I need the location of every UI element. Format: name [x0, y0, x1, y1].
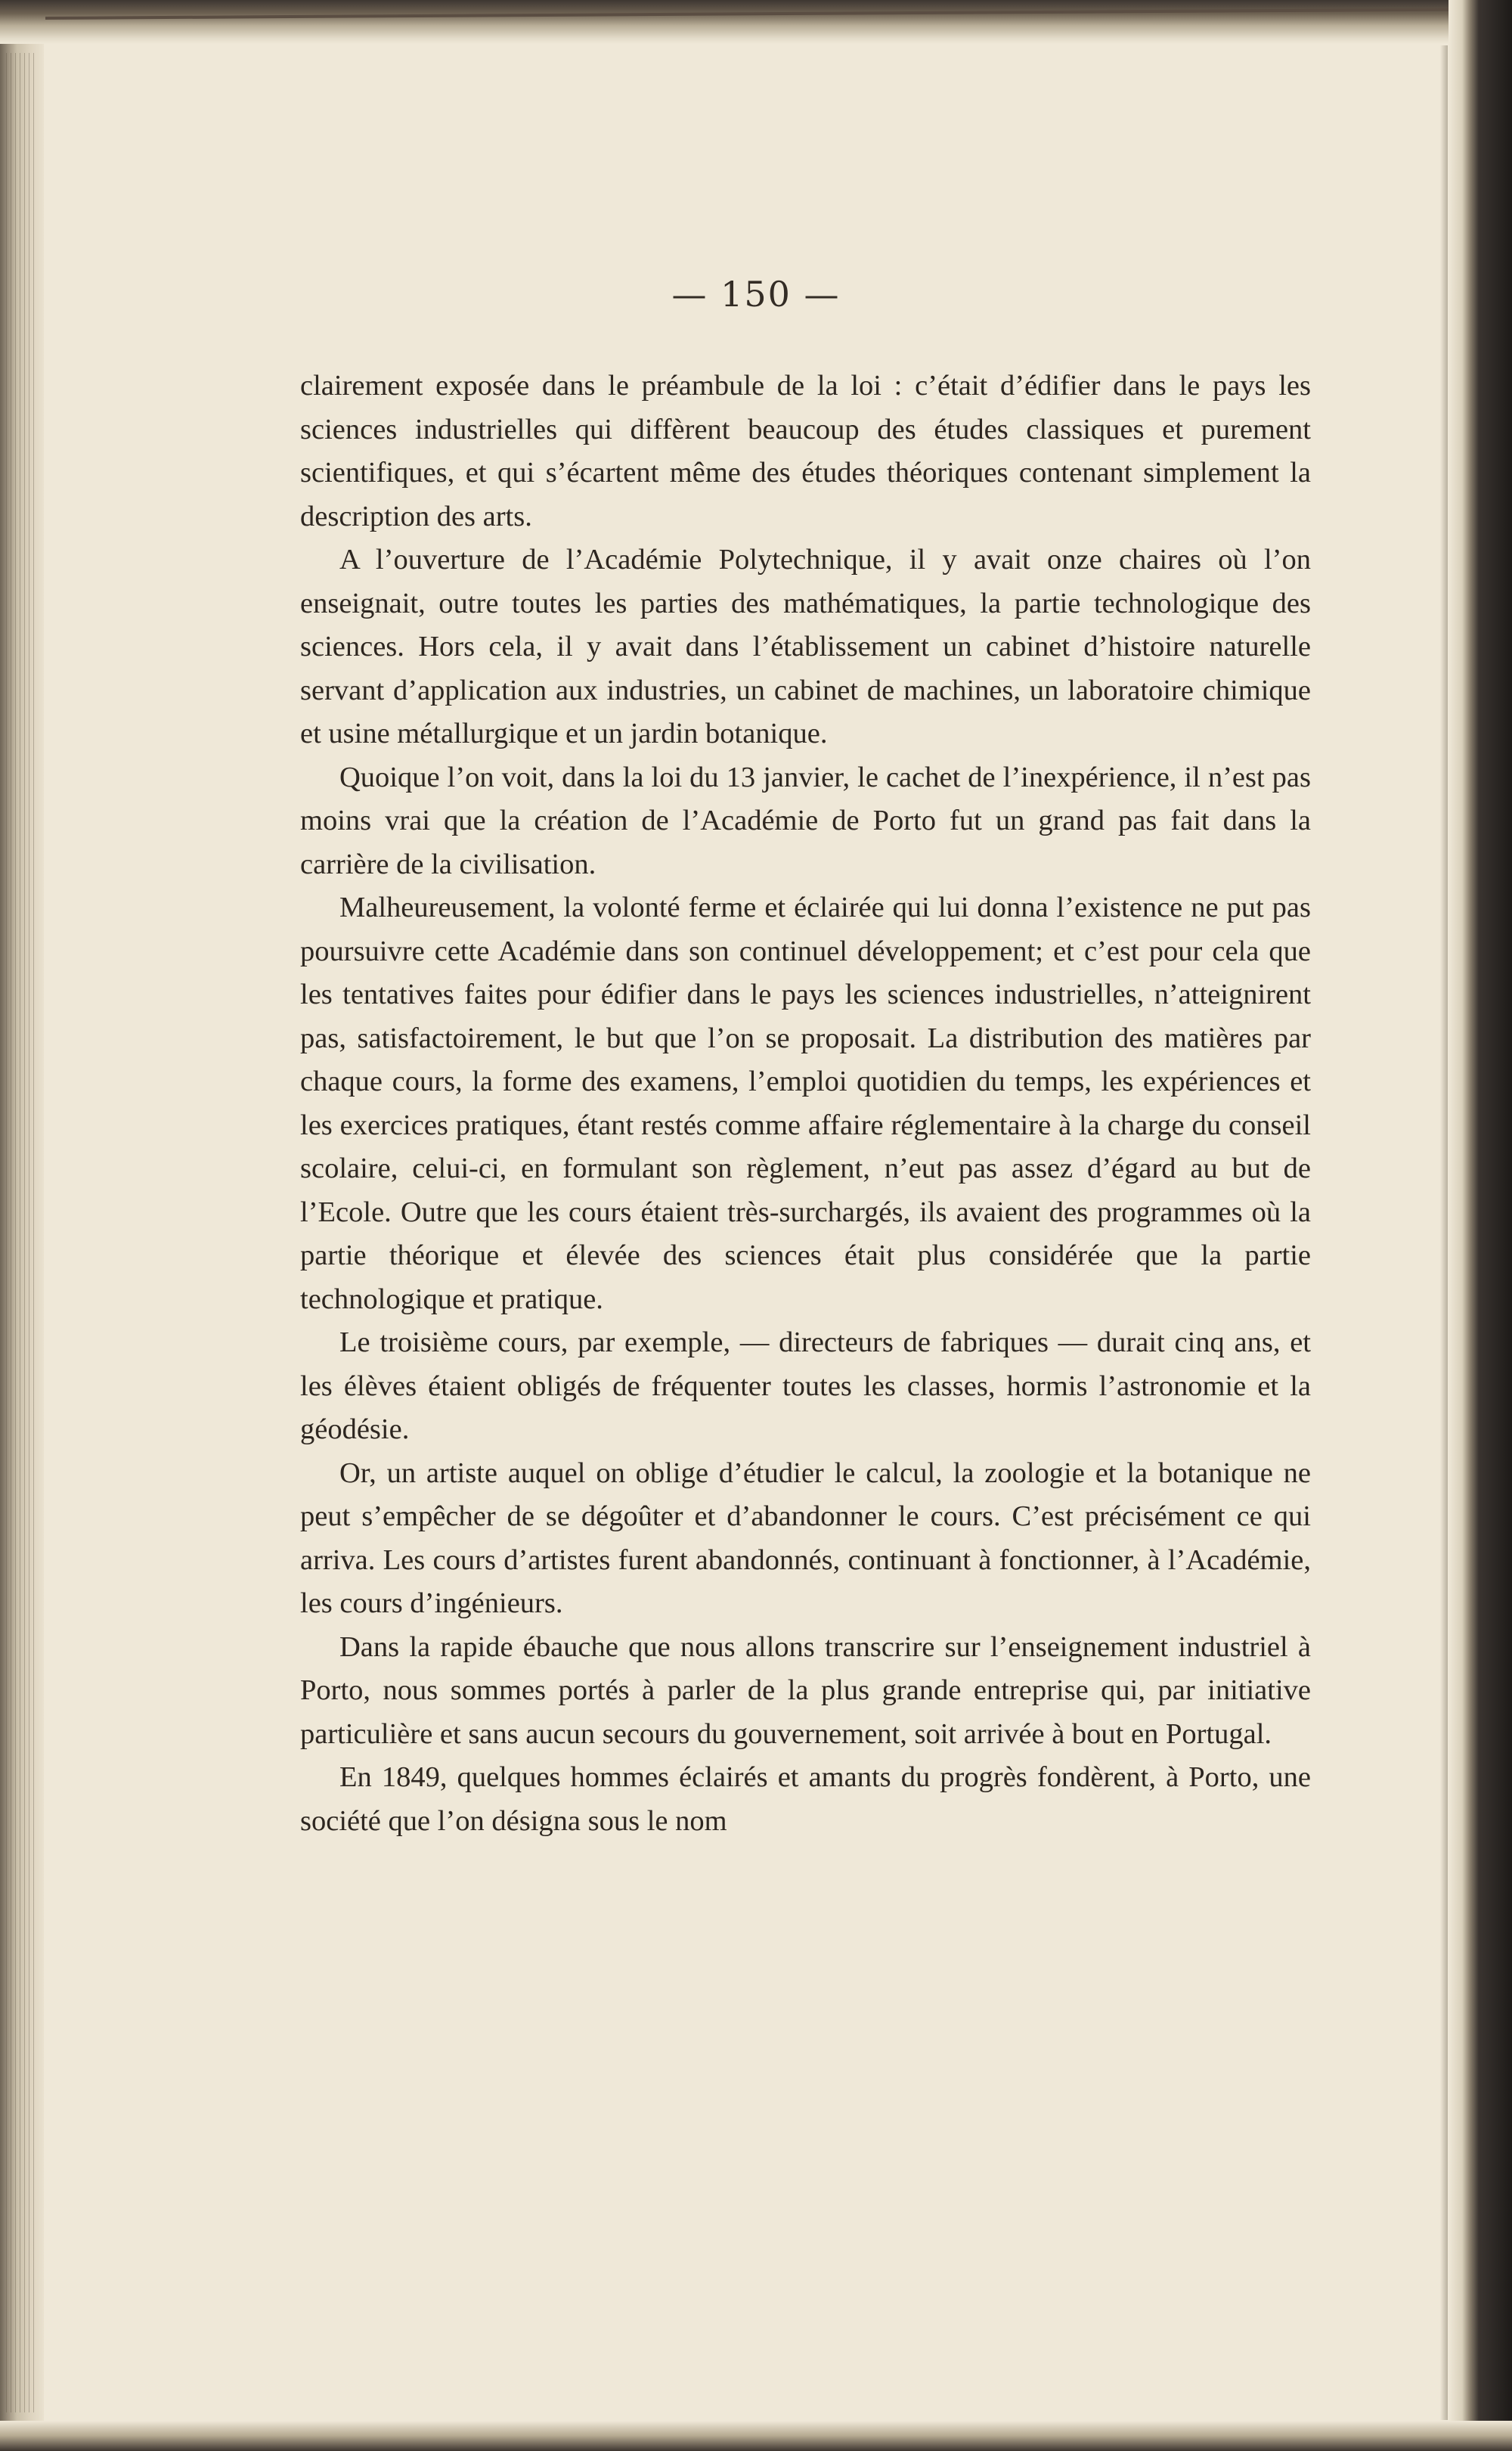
paragraph: Or, un artiste auquel on oblige d’étudier le calcul, la zoologie et la botanique ne peut s’empêcher de se dégoûter et d’abandonner le cours. C’est précisément ce qui arriva. Les cours d’artistes furent abandonnés, continuant à fonctionner, à l’Académie, les cours d’ingénieurs. [300, 1457, 1311, 1619]
paragraph: A l’ouverture de l’Académie Polytechnique, il y avait onze chaires où l’on enseignait, outre toutes les parties des mathématiques, la partie technologique des sciences. Hors cela, il y avait dans l’établissement un cabinet d’histoire naturelle servant d’application aux industries, un cabinet de machines, un laboratoire chimique et usine métallurgique et un jardin botanique. [300, 544, 1311, 749]
body-text [300, 365, 1311, 1843]
right-page-edge [1448, 0, 1512, 2451]
paragraph: Malheureusement, la volonté ferme et éclairée qui lui donna l’existence ne put pas poursuivre cette Académie dans son continuel développement; et c’est pour cela que les tentatives faites pour édifier dans le pays les sciences industrielles, n’atteignirent pas, satisfactoirement, le but que l’on se proposait. La distribution des matières par chaque cours, la forme des examens, l’emploi quotidien du temps, les expériences et les exercices pratiques, étant restés comme affaire réglementaire à la charge du conseil scolaire, celui-ci, en formulant son règlement, n’eut pas assez d’égard au but de l’Ecole. Outre que les cours étaient très-surchargés, ils avaient des programmes où la partie théorique et élevée des sciences était plus considérée que la partie technologique et pratique. [300, 892, 1311, 1315]
top-page-edge [0, 0, 1512, 44]
book-binding-edge [0, 0, 44, 2451]
paragraph: Le troisième cours, par exemple, — directeurs de fabriques — durait cinq ans, et les élèves étaient obligés de fréquenter toutes les classes, hormis l’astronomie et la géodésie. [300, 1326, 1311, 1445]
paragraph: clairement exposée dans le préambule de la loi : c’était d’édifier dans le pays les sciences industrielles qui diffèrent beaucoup des études classiques et purement scientifiques, et qui s’écartent même des études théoriques contenant simplement la description des arts. [300, 370, 1311, 532]
paragraph: En 1849, quelques hommes éclairés et amants du progrès fondèrent, à Porto, une société que l’on désigna sous le nom [300, 1761, 1311, 1837]
page-number: — 150 — [671, 274, 841, 315]
bottom-page-edge [0, 2421, 1512, 2451]
paragraph: Dans la rapide ébauche que nous allons transcrire sur l’enseignement industriel à Porto, nous sommes portés à parler de la plus grande entreprise qui, par initiative particulière et sans aucun secours du gouvernement, soit arrivée à bout en Portugal. [300, 1630, 1311, 1750]
binding-page-lines [6, 53, 36, 2412]
paragraph: Quoique l’on voit, dans la loi du 13 janvier, le cachet de l’inexpérience, il n’est pas moins vrai que la création de l’Académie de Porto fut un grand pas fait dans la carrière de la civilisation. [300, 761, 1311, 880]
right-page-shadow [1440, 45, 1448, 2420]
